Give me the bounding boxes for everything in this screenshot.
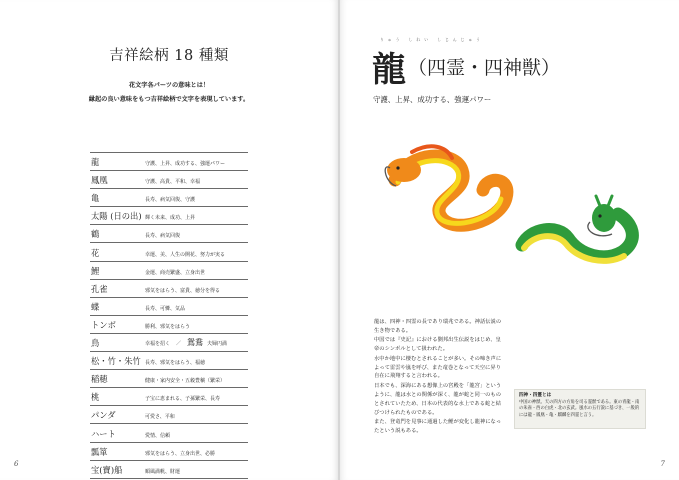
intro-line-2: 縁起の良い意味をもつ吉祥絵柄で文字を表現しています。 — [88, 96, 250, 103]
intro-line-1: 花文字各パーツの意味とは！ — [128, 82, 210, 89]
motif-meaning: 邪気をはらう、立身出世、必勝 — [145, 450, 216, 457]
paragraph: 水中か地中に棲むとされることが多い。その啼き声によって雷雲や嵐を呼び、また竜巻となって天空に昇り自在に飛翔すると言われる。 — [374, 355, 502, 380]
body-text — [374, 318, 502, 436]
dragon-head — [387, 158, 421, 182]
motif-meaning: 長寿、病気回復、守護 — [145, 197, 196, 204]
page-title: 吉祥絵柄 18 種類 — [109, 48, 229, 64]
motif-sub-name: 鴛鴦 — [187, 338, 204, 348]
motif-name: 蝶 — [91, 301, 100, 312]
motif-name: 孔雀 — [91, 283, 108, 294]
motif-name: ハート — [91, 428, 116, 439]
motif-name: 鶴 — [91, 229, 100, 240]
motif-meaning-primary: 幸福を招く — [145, 341, 171, 348]
motif-name: 松・竹・朱竹 — [91, 356, 141, 367]
motif-name: 花 — [91, 247, 100, 258]
note-box — [514, 389, 646, 429]
motif-name: 亀 — [91, 193, 100, 204]
motif-name: 稲穂 — [91, 374, 108, 385]
heading-subtitle: （四霊・四神獣） — [408, 57, 561, 79]
page-number-left: 6 — [14, 460, 19, 468]
motif-sub-meaning: 夫婦円満 — [207, 341, 228, 348]
page-number-right: 7 — [660, 460, 665, 468]
motif-meaning: 勝利、邪気をはらう — [145, 323, 191, 330]
motif-name: 龍 — [91, 157, 100, 168]
motif-meaning: 幸運、美、人生の開花、努力が実る — [145, 251, 226, 258]
green-dragon-illustration — [522, 196, 632, 261]
motif-meaning: 守護、上昇、成功する、強運パワー — [145, 161, 226, 168]
motif-name: 宝(寶)船 — [91, 464, 123, 475]
note-title: 四神・四霊とは — [519, 393, 552, 398]
paragraph: 日本でも、深海にある想像上の宮殿を「龍宮」というように、龍は水との関係が深く、龍が蛇と同一のものとされていたため、日本の代表的な水上である蛇と結びつけられたものである。 — [374, 382, 502, 416]
motif-name: 鯉 — [91, 265, 100, 276]
motif-meaning: 順風満帆、財運 — [145, 468, 181, 475]
paragraph: また、登竜門を見事に通過した鯉が変化し龍神になったという説もある。 — [374, 418, 502, 434]
tagline: 守護、上昇、成功する、強運パワー — [373, 95, 492, 104]
motif-meaning: 守護、高貴、平和、幸福 — [145, 179, 201, 186]
motif-name: 鳳凰 — [91, 175, 108, 186]
paragraph: 中国では『史記』における劉邦出生伝説をはじめ、皇帝のシンボルとして扱われた。 — [374, 337, 501, 353]
note-text: 中国の神獣。天の四方の方角を司る霊獣である。東の青龍・南の朱雀・西の白虎・北の玄武。風水の五行説に基づき、一般的には龍・鳳凰・亀・麒麟を四霊と言う。 — [519, 399, 640, 418]
motif-name: パンダ — [91, 410, 116, 421]
orange-dragon-illustration — [385, 146, 507, 225]
motif-meaning: 長寿、邪気をはらう、福徳 — [145, 360, 206, 367]
dragon-eye — [396, 166, 399, 169]
motif-name: 太陽 (日の出) — [91, 211, 142, 222]
motif-name: 鳥 — [91, 338, 100, 349]
motif-name: トンボ — [91, 319, 116, 330]
motif-name: 桃 — [91, 392, 100, 403]
paragraph: 龍は、四神・四霊の長であり瑞兆である。神話伝説の生き物である。 — [374, 319, 502, 334]
motif-meaning: 長寿、可憐、気品 — [145, 305, 186, 312]
motif-meaning: 子宝に恵まれる、子孫繁栄、長寿 — [145, 396, 221, 403]
heading-ruby: りゅう しれい しじんじゅう — [380, 37, 484, 42]
motif-meaning: 長寿、病気回復 — [145, 233, 181, 240]
dragon-eye — [598, 214, 601, 217]
motif-meaning: 輝く未来、成功、上昇 — [145, 215, 196, 222]
motif-meaning: 可愛さ、平和 — [145, 414, 175, 421]
motif-meaning: 愛情、信頼 — [145, 432, 171, 439]
motif-meaning: 健康・家内安全・五穀豊穣（繁栄） — [145, 378, 226, 385]
motif-meaning: 金運、商売繁盛、立身出世 — [145, 269, 206, 276]
motif-meaning: 邪気をはらう、富貴、徳分を得る — [145, 287, 221, 294]
dragon-head — [592, 204, 616, 232]
motif-name: 瓢箪 — [91, 446, 108, 457]
heading-kanji: 龍 — [372, 50, 406, 90]
meaning-separator: ／ — [176, 341, 182, 348]
